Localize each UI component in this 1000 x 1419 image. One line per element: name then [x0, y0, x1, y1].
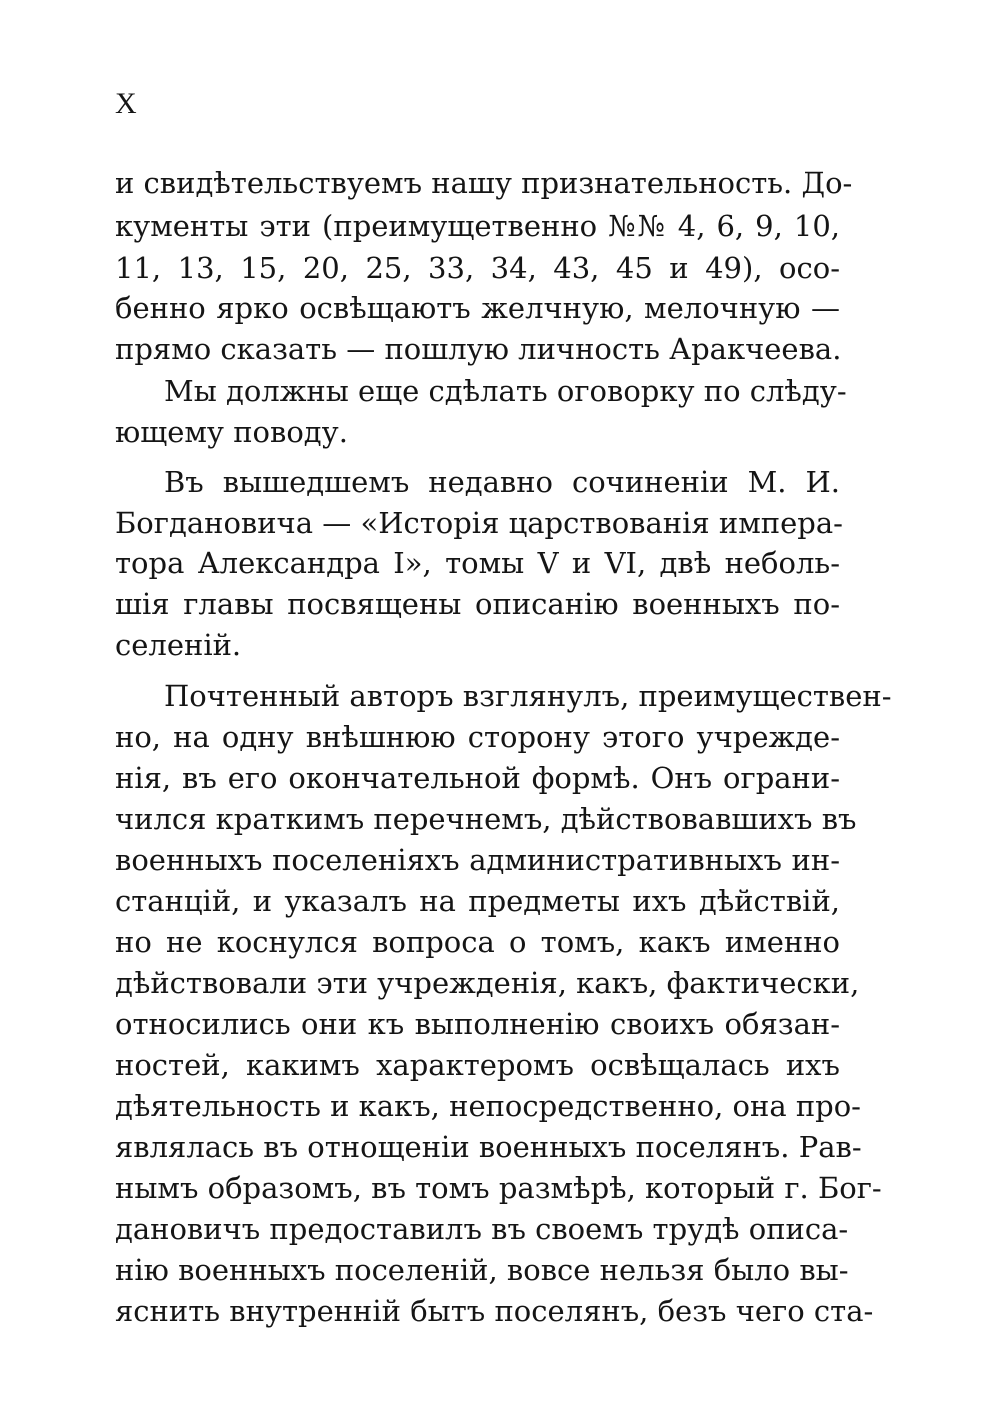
text-line: нія, въ его окончательной формѣ. Онъ ограни- — [115, 761, 840, 795]
text-line: Почтенный авторъ взглянулъ, преимуществен- — [164, 679, 892, 713]
text-line: чился краткимъ перечнемъ, дѣйствовавшихъ въ — [115, 802, 857, 836]
text-line: ностей, какимъ характеромъ освѣщалась ихъ — [115, 1048, 840, 1082]
text-line: яснить внутренній бытъ поселянъ, безъ чего ста- — [115, 1294, 874, 1328]
text-line: но не коснулся вопроса о томъ, какъ именно — [115, 925, 840, 959]
text-line: являлась въ отнощеніи военныхъ поселянъ. Рав- — [115, 1130, 862, 1164]
text-line: 11, 13, 15, 20, 25, 33, 34, 43, 45 и 49), осо- — [115, 251, 840, 285]
text-line: но, на одну внѣшнюю сторону этого учрежде- — [115, 720, 840, 754]
text-line: бенно ярко освѣщаютъ желчную, мелочную — — [115, 291, 840, 325]
text-line: ющему поводу. — [115, 415, 348, 449]
text-line: селеній. — [115, 628, 242, 662]
text-line: прямо сказать — пошлую личность Аракчеева. — [115, 332, 842, 366]
text-line: Мы должны еще сдѣлать оговорку по слѣду- — [164, 374, 847, 408]
text-line: нымъ образомъ, въ томъ размѣрѣ, который г. Бог- — [115, 1171, 882, 1205]
text-line: дѣйствовали эти учрежденія, какъ, фактически, — [115, 966, 860, 1000]
text-line: дѣятельность и какъ, непосредственно, она про- — [115, 1089, 861, 1123]
text-line: военныхъ поселеніяхъ административныхъ ин- — [115, 843, 840, 877]
text-line: кументы эти (преимущетвенно №№ 4, 6, 9, 10, — [115, 209, 840, 243]
text-line: нію военныхъ поселеній, вовсе нельзя было вы- — [115, 1253, 849, 1287]
text-line: Въ вышедшемъ недавно сочиненіи М. И. — [164, 465, 840, 499]
text-line: дановичъ предоставилъ въ своемъ трудѣ описа- — [115, 1212, 849, 1246]
text-line: относились они къ выполненію своихъ обязан- — [115, 1007, 840, 1041]
text-line: шія главы посвящены описанію военныхъ по- — [115, 587, 840, 621]
text-line: Богдановича — «Исторія царствованія импера- — [115, 506, 843, 540]
text-line: и свидѣтельствуемъ нашу признательность. До- — [115, 166, 853, 200]
page-number: X — [115, 87, 137, 120]
text-line: тора Александра I», томы V и VI, двѣ неболь- — [115, 546, 840, 580]
text-line: станцій, и указалъ на предметы ихъ дѣйствій, — [115, 884, 840, 918]
